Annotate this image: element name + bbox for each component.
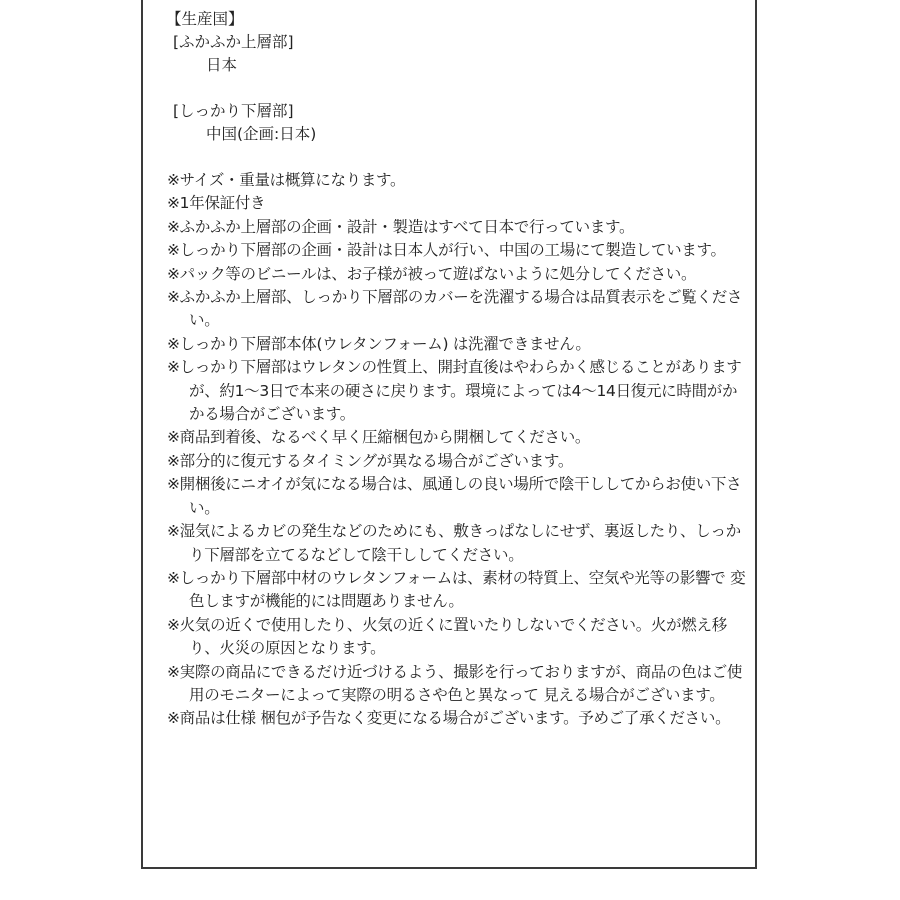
- notes-list: [166, 169, 746, 731]
- note-item: ※しっかり下層部はウレタンの性質上、開封直後はやわらかく感じることがありますが、約1〜3日で本来の硬さに戻ります。環境によっては4〜14日復元に時間がかかる場合がございます。: [167, 358, 742, 424]
- note-item: ※しっかり下層部中材のウレタンフォームは、素材の特質上、空気や光等の影響で 変色しますが機能的には問題ありません。: [167, 568, 746, 611]
- origin-heading: 【生産国】: [166, 10, 244, 28]
- lower-layer-country: 中国(企画:日本): [206, 125, 317, 143]
- note-item: ※火気の近くで使用したり、火気の近くに置いたりしないでください。火が燃え移り、火災の原因となります。: [167, 615, 727, 658]
- product-notes: [166, 8, 746, 731]
- note-item: ※パック等のビニールは、お子様が被って遊ばないように処分してください。: [167, 264, 697, 283]
- note-item: ※ふかふか上層部、しっかり下層部のカバーを洗濯する場合は品質表示をご覧ください。: [167, 288, 743, 330]
- note-item: ※ふかふか上層部の企画・設計・製造はすべて日本で行っています。: [167, 217, 635, 236]
- note-item: ※1年保証付き: [167, 194, 266, 213]
- note-item: ※商品は仕様 梱包が予告なく変更になる場合がございます。予めご了承ください。: [167, 709, 731, 728]
- note-item: ※実際の商品にできるだけ近づけるよう、撮影を行っておりますが、商品の色はご使用のモニターによって実際の明るさや色と異なって 見える場合がございます。: [167, 662, 743, 704]
- note-item: ※しっかり下層部の企画・設計は日本人が行い、中国の工場にて製造しています。: [167, 241, 726, 260]
- note-item: ※湿気によるカビの発生などのためにも、敷きっぱなしにせず、裏返したり、しっかり下層部を立てるなどして陰干ししてください。: [167, 522, 741, 564]
- note-item: ※しっかり下層部本体(ウレタンフォーム) は洗濯できません。: [167, 334, 591, 353]
- spacer: [166, 77, 746, 100]
- spacer: [166, 146, 746, 169]
- note-item: ※サイズ・重量は概算になります。: [167, 171, 406, 189]
- upper-layer-country: 日本: [206, 56, 238, 74]
- lower-layer-label: [しっかり下層部]: [173, 102, 294, 120]
- note-item: ※開梱後にニオイが気になる場合は、風通しの良い場所で陰干ししてからお使い下さい。: [167, 475, 742, 517]
- note-item: ※部分的に復元するタイミングが異なる場合がございます。: [167, 451, 574, 470]
- note-item: ※商品到着後、なるべく早く圧縮梱包から開梱してください。: [167, 428, 591, 447]
- upper-layer-label: [ふかふか上層部]: [173, 33, 294, 51]
